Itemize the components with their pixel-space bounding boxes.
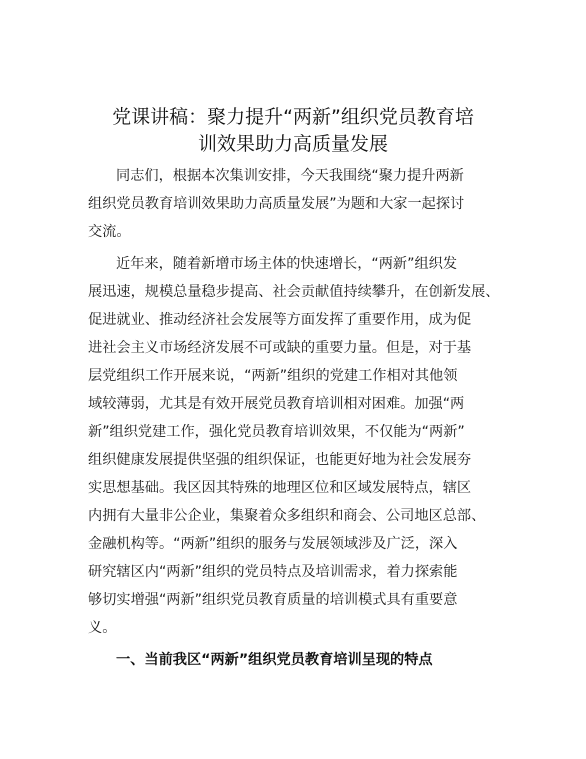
title-line: 党课讲稿：聚力提升“两新”组织党员教育培 (112, 106, 474, 128)
paragraph-line: 内拥有大量非公企业，集聚着众多组织和商会、公司地区总部、 (88, 508, 486, 524)
paragraph-line: 促进就业、推动经济社会发展等方面发挥了重要作用，成为促 (88, 312, 472, 328)
paragraph-line: 进社会主义市场经济发展不可或缺的重要力量。但是，对于基 (88, 340, 472, 356)
paragraph-line: 够切实增强“两新”组织党员教育质量的培训模式具有重要意 (88, 592, 458, 608)
paragraph-line: 金融机构等。“两新”组织的服务与发展领域涉及广泛，深入 (88, 536, 458, 552)
paragraph-line: 近年来，随着新增市场主体的快速增长，“两新”组织发 (116, 256, 458, 272)
paragraph-line: 组织党员教育培训效果助力高质量发展”为题和大家一起探讨 (88, 196, 465, 212)
paragraph-line: 交流。 (88, 224, 131, 240)
paragraph-line: 组织健康发展提供坚强的组织保证，也能更好地为社会发展夯 (88, 452, 472, 468)
paragraph-line: 新”组织党建工作，强化党员教育培训效果，不仅能为“两新” (88, 424, 465, 440)
paragraph-line: 展迅速，规模总量稳步提高、社会贡献值持续攀升，在创新发展、 (88, 284, 500, 300)
paragraph-line: 义。 (88, 620, 117, 636)
paragraph-line: 同志们，根据本次集训安排，今天我围绕“聚力提升两新 (116, 168, 464, 184)
paragraph-line: 层党组织工作开展来说，“两新”组织的党建工作相对其他领 (88, 368, 458, 384)
title-line: 训效果助力高质量发展 (197, 133, 388, 155)
paragraph-line: 研究辖区内“两新”组织的党员特点及培训需求，着力探索能 (88, 564, 458, 580)
paragraph-line: 实思想基础。我区因其特殊的地理区位和区域发展特点，辖区 (88, 480, 472, 496)
paragraph-line: 域较薄弱，尤其是有效开展党员教育培训相对困难。加强“两 (88, 396, 465, 412)
document-title (80, 104, 506, 158)
section-heading: 一、当前我区“两新”组织党员教育培训呈现的特点 (116, 652, 433, 668)
